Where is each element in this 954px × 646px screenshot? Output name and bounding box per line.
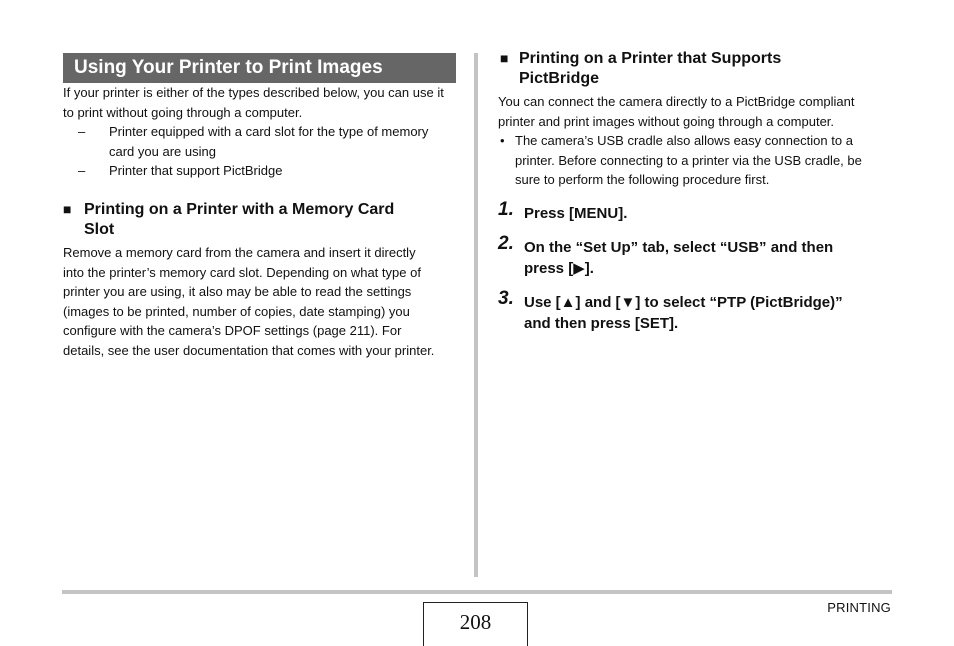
paragraph-line: details, see the user documentation that comes with your printer. <box>63 342 435 358</box>
step-1 <box>498 199 890 226</box>
subheading-memory-card <box>63 200 458 240</box>
bullet-dot-icon: • <box>500 133 505 148</box>
subheading-line: Printing on a Printer that Supports <box>519 50 782 67</box>
step-number: 3. <box>498 288 514 309</box>
dash-marker: – <box>78 124 86 139</box>
column-divider <box>474 53 478 577</box>
list-item <box>78 161 448 181</box>
bullet-line: sure to perform the following procedure first. <box>515 172 770 188</box>
step-number: 2. <box>498 233 514 254</box>
list-item <box>78 122 448 162</box>
subheading-line: Printing on a Printer with a Memory Card <box>84 201 395 218</box>
pictbridge-paragraph <box>498 92 893 131</box>
paragraph-line: printer you are using, it also may be able to read the settings <box>63 284 412 300</box>
bullet-line: printer. Before connecting to a printer via the USB cradle, be <box>515 152 862 168</box>
intro-paragraph <box>63 83 458 122</box>
section-title: Using Your Printer to Print Images <box>63 53 456 83</box>
step-3 <box>498 288 890 335</box>
subheading-pictbridge <box>500 49 892 89</box>
subheading-line: PictBridge <box>519 69 600 87</box>
paragraph-line: configure with the camera’s DPOF settings (page 211). For <box>63 323 402 339</box>
step-text: Press [MENU]. <box>524 205 628 222</box>
paragraph-line: into the printer’s memory card slot. Depending on what type of <box>63 264 421 280</box>
list-item-text: card you are using <box>109 143 216 159</box>
square-bullet-icon: ■ <box>63 201 72 217</box>
step-text: Use [▲] and [▼] to select “PTP (PictBridge)” <box>524 294 843 311</box>
step-text: On the “Set Up” tab, select “USB” and then <box>524 239 834 256</box>
subheading-line: Slot <box>84 220 115 238</box>
memory-card-paragraph <box>63 243 463 361</box>
step-text: press [▶]. <box>524 259 594 277</box>
step-text: and then press [SET]. <box>524 314 679 332</box>
paragraph-line: Remove a memory card from the camera and insert it directly <box>63 245 416 260</box>
list-item-text: Printer that support PictBridge <box>109 163 283 178</box>
page-number: 208 <box>423 602 528 646</box>
paragraph-line: You can connect the camera directly to a PictBridge compliant <box>498 94 855 109</box>
note-bullet <box>500 131 892 191</box>
section-label: PRINTING <box>827 600 891 615</box>
dash-marker: – <box>78 163 86 178</box>
footer-rule <box>62 590 892 594</box>
list-item-text: Printer equipped with a card slot for the type of memory <box>109 124 429 139</box>
square-bullet-icon: ■ <box>500 50 509 66</box>
intro-text: If your printer is either of the types described below, you can use it to print without going through a computer. <box>63 85 444 120</box>
bullet-line: The camera’s USB cradle also allows easy connection to a <box>515 133 853 148</box>
step-number: 1. <box>498 199 514 220</box>
paragraph-line: printer and print images without going through a computer. <box>498 113 835 129</box>
step-2 <box>498 233 890 280</box>
paragraph-line: (images to be printed, number of copies, date stamping) you <box>63 303 410 319</box>
